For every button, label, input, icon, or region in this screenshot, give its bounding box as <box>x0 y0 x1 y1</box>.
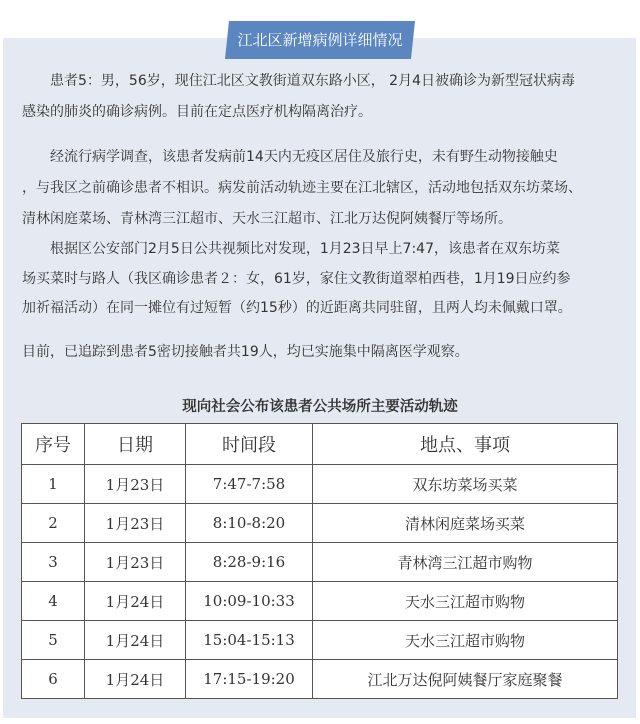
paragraph-line: 患者5：男，56岁，现住江北区文教街道双东路小区， 2月4日被确诊为新型冠状病毒 <box>50 73 575 89</box>
cell-date: 1月23日 <box>85 543 186 582</box>
paragraph-line: 感染的肺炎的确诊病例。目前在定点医疗机构隔离治疗。 <box>22 104 372 120</box>
paragraph-line: 根据区公安部门2月5日公共视频比对发现，1月23日早上7:47，该患者在双东坊菜 <box>50 241 560 257</box>
table-row <box>22 621 618 660</box>
cell-index: 4 <box>22 582 85 621</box>
cell-date: 1月24日 <box>85 582 186 621</box>
cell-time: 17:15-19:20 <box>186 660 313 699</box>
cell-index: 1 <box>22 465 85 504</box>
cell-date: 1月23日 <box>85 465 186 504</box>
table-row <box>22 465 618 504</box>
cell-index: 5 <box>22 621 85 660</box>
paragraph-line: 经流行病学调查，该患者发病前14天内无疫区居住及旅行史，未有野生动物接触史 <box>50 149 558 165</box>
cell-index: 3 <box>22 543 85 582</box>
cell-date: 1月23日 <box>85 504 186 543</box>
cell-location: 天水三江超市购物 <box>313 582 618 621</box>
table-row <box>22 582 618 621</box>
paragraph-line: 场买菜时与路人（我区确诊患者２：女，61岁，家住文教街道翠柏西巷，1月19日应约参 <box>22 271 571 287</box>
cell-time: 8:28-9:16 <box>186 543 313 582</box>
paragraph-line: 目前，已追踪到患者5密切接触者共19人，均已实施集中隔离医学观察。 <box>22 344 469 360</box>
paragraph-line: ，与我区之前确诊患者不相识。病发前活动轨迹主要在江北辖区，活动地包括双东坊菜场、 <box>22 180 582 196</box>
cell-time: 7:47-7:58 <box>186 465 313 504</box>
table-header-row <box>22 424 618 465</box>
cell-index: 2 <box>22 504 85 543</box>
cell-time: 10:09-10:33 <box>186 582 313 621</box>
cell-location: 江北万达倪阿姨餐厅家庭聚餐 <box>313 660 618 699</box>
cell-location: 双东坊菜场买菜 <box>313 465 618 504</box>
cell-location: 清林闲庭菜场买菜 <box>313 504 618 543</box>
paragraph-line: 加祈福活动）在同一摊位有过短暂（约15秒）的近距离共同驻留，且两人均未佩戴口罩。 <box>22 300 572 316</box>
cell-time: 15:04-15:13 <box>186 621 313 660</box>
table-row <box>22 504 618 543</box>
activity-table <box>21 423 618 699</box>
header-date: 日期 <box>85 424 186 465</box>
page-title: 江北区新增病例详细情况 <box>237 31 403 49</box>
table-row <box>22 660 618 699</box>
cell-index: 6 <box>22 660 85 699</box>
cell-date: 1月24日 <box>85 660 186 699</box>
header-location: 地点、事项 <box>313 424 618 465</box>
table-row <box>22 543 618 582</box>
cell-time: 8:10-8:20 <box>186 504 313 543</box>
cell-location: 天水三江超市购物 <box>313 621 618 660</box>
paragraph-line: 清林闲庭菜场、青林湾三江超市、天水三江超市、江北万达倪阿姨餐厅等场所。 <box>22 211 512 227</box>
cell-location: 青林湾三江超市购物 <box>313 543 618 582</box>
table-title: 现向社会公布该患者公共场所主要活动轨迹 <box>182 399 458 415</box>
cell-date: 1月24日 <box>85 621 186 660</box>
header-time: 时间段 <box>186 424 313 465</box>
header-index: 序号 <box>22 424 85 465</box>
